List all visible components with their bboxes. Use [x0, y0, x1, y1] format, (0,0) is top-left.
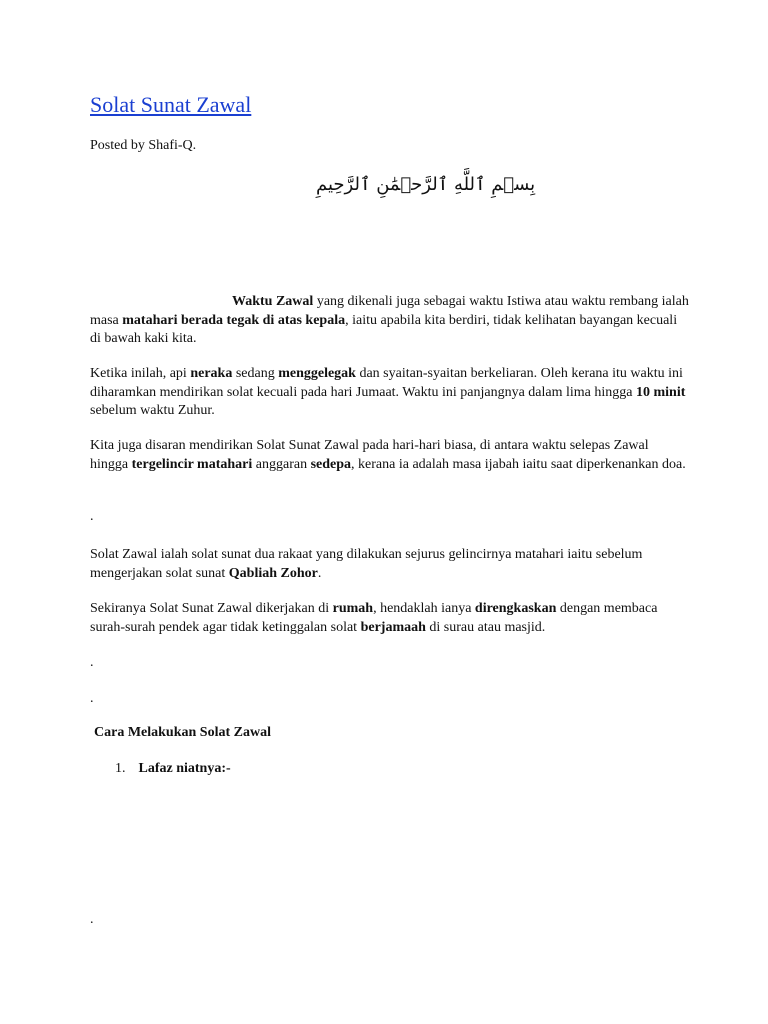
- paragraph-waktu-zawal: Waktu Zawal yang dikenali juga sebagai waktu Istiwa atau waktu rembang ialah masa matahari berada tegak di atas kepala, iaitu apabila kita berdiri, tidak kelihatan bayangan kecuali di bawah kaki kita.: [90, 294, 689, 346]
- paragraph-sekiranya: Sekiranya Solat Sunat Zawal dikerjakan di rumah, hendaklah ianya direngkaskan dengan membaca surah-surah pendek agar tidak ketinggalan solat berjamaah di surau atau masjid.: [90, 601, 658, 635]
- section-heading: Cara Melakukan Solat Zawal: [94, 725, 271, 740]
- paragraph-ketika-inilah: Ketika inilah, api neraka sedang menggelegak dan syaitan-syaitan berkeliaran. Oleh kerana itu waktu ini diharamkan mendirikan solat kecuali pada hari Jumaat. Waktu ini panjangnya dalam lima hingga 10 minit sebelum waktu Zuhur.: [90, 366, 686, 418]
- list-number: 1.: [115, 761, 126, 776]
- list-item: [115, 761, 231, 777]
- page-title[interactable]: Solat Sunat Zawal: [90, 92, 252, 117]
- posted-by: Posted by Shafi-Q.: [90, 138, 197, 153]
- list-label: Lafaz niatnya:-: [138, 761, 231, 776]
- bismillah-text: بِسۡمِ ٱللَّهِ ٱلرَّحۡمَٰنِ ٱلرَّحِيمِ: [316, 174, 536, 195]
- separator-dot: .: [90, 691, 94, 706]
- paragraph-solat-zawal: Solat Zawal ialah solat sunat dua rakaat yang dilakukan sejurus gelincirnya matahari iaitu sebelum mengerjakan solat sunat Qabliah Zohor.: [90, 547, 643, 581]
- separator-dot: .: [90, 509, 94, 524]
- paragraph-kita-juga: Kita juga disaran mendirikan Solat Sunat Zawal pada hari-hari biasa, di antara waktu selepas Zawal hingga tergelincir matahari anggaran sedepa, kerana ia adalah masa ijabah iaitu saat diperkenankan doa.: [90, 438, 686, 472]
- separator-dot: .: [90, 655, 94, 670]
- separator-dot: .: [90, 912, 94, 927]
